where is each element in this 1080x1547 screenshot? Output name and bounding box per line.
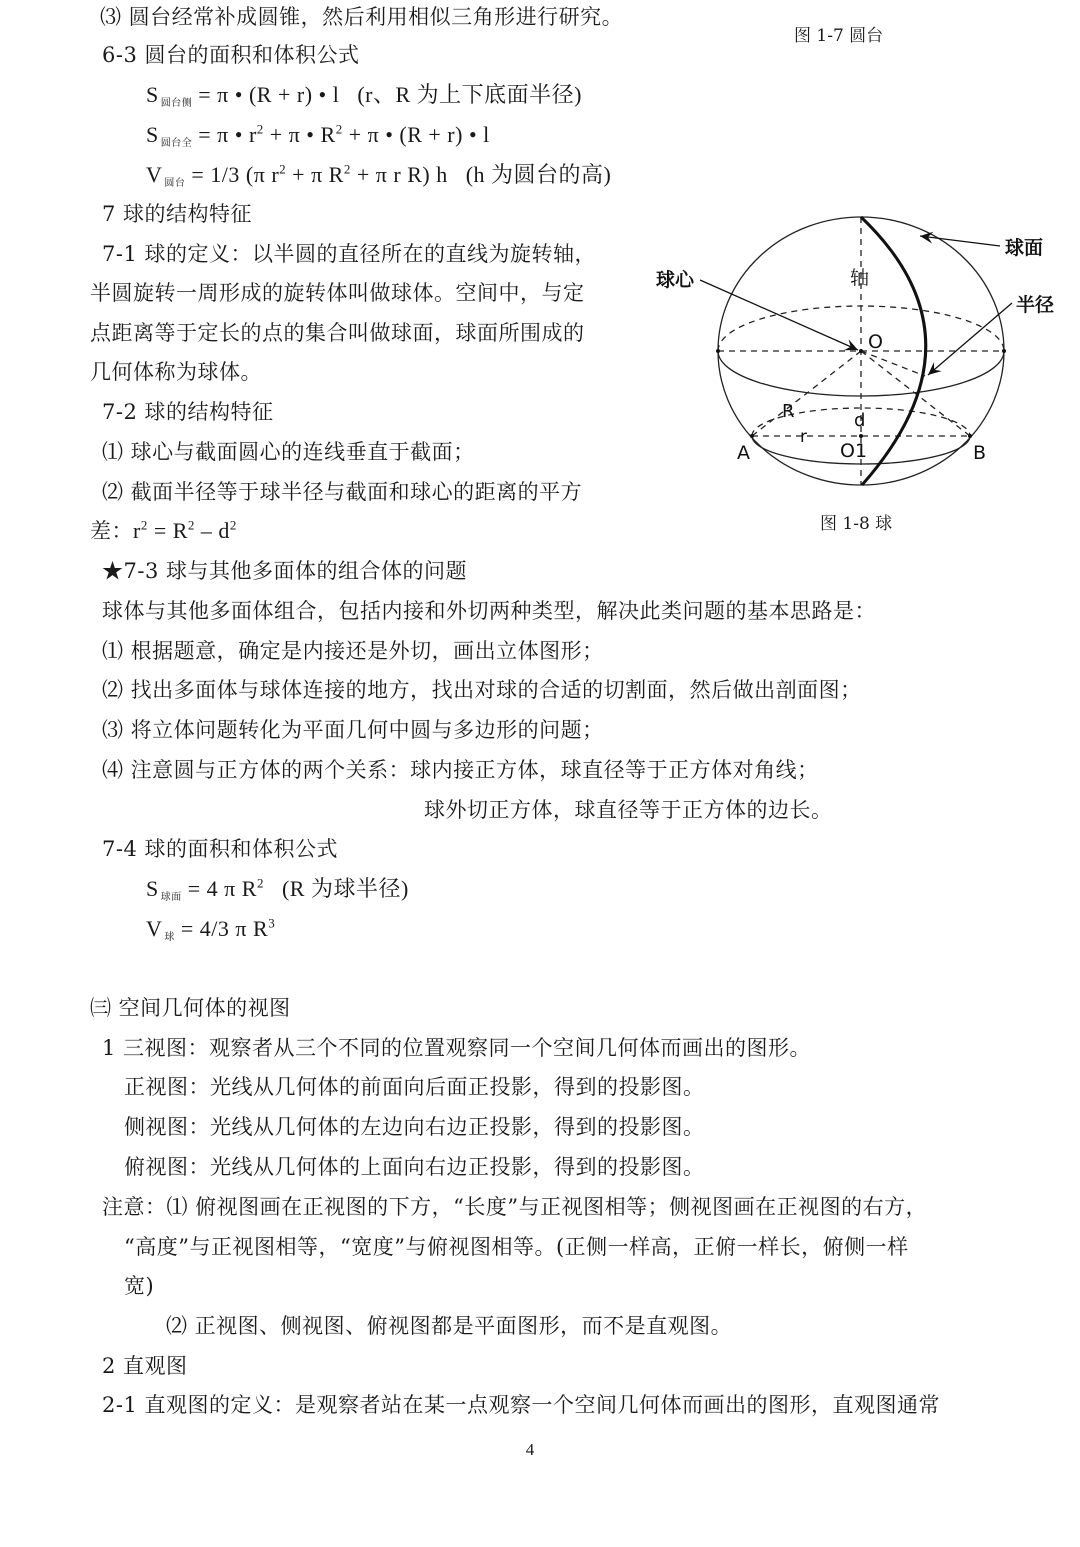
formula-sphere-volume — [146, 914, 275, 953]
formula-note: (R 为球半径) — [281, 876, 409, 901]
item-7-2-2-line1: ⑵ 截面半径等于球半径与截面和球心的距离的平方 — [102, 480, 583, 504]
figure-1-8-caption: 图 1-8 球 — [820, 514, 893, 534]
heading-6-3: 6-3 圆台的面积和体积公式 — [102, 43, 360, 67]
def-2-1: 2-1 直观图的定义：是观察者站在某一点观察一个空间几何体而画出的图形，直观图通常 — [102, 1393, 940, 1417]
label-radius: 半径 — [1016, 294, 1055, 316]
front-view-def: 正视图：光线从几何体的前面向后面正投影，得到的投影图。 — [124, 1075, 705, 1099]
formula-rhs: = π • (R + r) • l — [198, 82, 340, 107]
page-number: 4 — [525, 1440, 535, 1459]
heading-views: ㈢ 空间几何体的视图 — [90, 996, 291, 1020]
formula-lhs: S — [146, 122, 159, 147]
formula-frustum-volume — [146, 160, 611, 199]
formula-lhs: V — [146, 162, 163, 187]
item-7-2-1: ⑴ 球心与截面圆心的连线垂直于截面； — [102, 440, 475, 464]
label-axis: 轴 — [850, 267, 870, 289]
formula-lhs: V — [146, 916, 163, 941]
top-view-def: 俯视图：光线从几何体的上面向右边正投影，得到的投影图。 — [124, 1155, 705, 1179]
heading-7-2: 7-2 球的结构特征 — [102, 400, 274, 424]
note-line2: “高度”与正视图相等，“宽度”与俯视图相等。(正侧一样高，正俯一样长，俯侧一样 — [124, 1235, 909, 1259]
formula-section-radius: $r^2 = R^2 - d^2$ — [133, 517, 237, 543]
def-7-1-line4: 几何体称为球体。 — [90, 360, 262, 384]
note-2: ⑵ 正视图、侧视图、俯视图都是平面图形，而不是直观图。 — [166, 1314, 733, 1338]
intro-7-3: 球体与其他多面体组合，包括内接和外切两种类型，解决此类问题的基本思路是： — [102, 599, 876, 623]
heading-7: 7 球的结构特征 — [102, 202, 253, 226]
label-R: R — [782, 401, 795, 422]
note-line3: 宽) — [124, 1274, 155, 1298]
formula-rhs: = π • $r^2 + \pi$ • $R^2 + \pi$ • (R + r) • l — [198, 121, 490, 147]
item-7-3-4: ⑷ 注意圆与正方体的两个关系：球内接正方体，球直径等于正方体对角线； — [102, 758, 819, 782]
figure-1-8-sphere-diagram — [640, 200, 1080, 500]
item-7-3-4-cont: 球外切正方体，球直径等于正方体的边长。 — [424, 798, 833, 822]
label-sphere-surface: 球面 — [1005, 237, 1044, 259]
item-7-3-3: ⑶ 将立体问题转化为平面几何中圆与多边形的问题； — [102, 718, 604, 742]
formula-lhs: S — [146, 876, 159, 901]
heading-intuitive-view: 2 直观图 — [102, 1354, 188, 1378]
formula-subscript: 球面 — [160, 892, 182, 903]
label-B: B — [973, 442, 987, 464]
item-7-3-1: ⑴ 根据题意，确定是内接还是外切，画出立体图形； — [102, 639, 604, 663]
item-three-views: 1 三视图：观察者从三个不同的位置观察同一个空间几何体而画出的图形。 — [102, 1036, 812, 1060]
formula-subscript: 圆台侧 — [160, 98, 193, 109]
formula-frustum-lateral — [146, 80, 582, 119]
frustum-note-3: ⑶ 圆台经常补成圆锥，然后利用相似三角形进行研究。 — [100, 5, 624, 29]
side-view-def: 侧视图：光线从几何体的左边向右边正投影，得到的投影图。 — [124, 1115, 705, 1139]
item-7-3-2: ⑵ 找出多面体与球体连接的地方，找出对球的合适的切割面，然后做出剖面图； — [102, 678, 862, 702]
label-center: 球心 — [656, 269, 695, 291]
heading-7-4: 7-4 球的面积和体积公式 — [102, 837, 338, 861]
formula-frustum-total — [146, 120, 490, 159]
formula-subscript: 圆台全 — [160, 138, 193, 149]
label-r: r — [800, 427, 807, 447]
formula-note: (h 为圆台的高) — [465, 162, 612, 187]
def-7-1-line3: 点距离等于定长的点的集合叫做球面，球面所围成的 — [90, 321, 585, 345]
label-O1: O1 — [840, 440, 868, 462]
label-O: O — [868, 331, 883, 353]
label-d: d — [854, 410, 866, 431]
formula-rhs: = 4 π $R^2$ — [187, 875, 264, 901]
heading-7-3: ★7-3 球与其他多面体的组合体的问题 — [102, 559, 467, 583]
def-7-1-line2: 半圆旋转一周形成的旋转体叫做球体。空间中，与定 — [90, 281, 585, 305]
def-7-1-line1: 7-1 球的定义：以半圆的直径所在的直线为旋转轴， — [102, 242, 596, 266]
formula-rhs: = 4/3 π $R^3$ — [180, 915, 276, 941]
formula-subscript: 球 — [164, 932, 175, 943]
prefix: 差： — [90, 519, 133, 543]
formula-lhs: S — [146, 82, 159, 107]
note-line1: 注意：⑴ 俯视图画在正视图的下方，“长度”与正视图相等；侧视图画在正视图的右方， — [102, 1195, 928, 1219]
formula-note: (r、R 为上下底面半径) — [357, 82, 582, 107]
formula-subscript: 圆台 — [164, 178, 186, 189]
formula-rhs: = 1/3 (π $r^2 + \pi$ $R^2 + \pi$ r R) h — [191, 161, 448, 187]
label-A: A — [737, 442, 750, 464]
item-7-2-2-line2 — [90, 516, 237, 546]
figure-1-7-caption: 图 1-7 圆台 — [794, 26, 884, 46]
formula-sphere-area — [146, 874, 409, 913]
